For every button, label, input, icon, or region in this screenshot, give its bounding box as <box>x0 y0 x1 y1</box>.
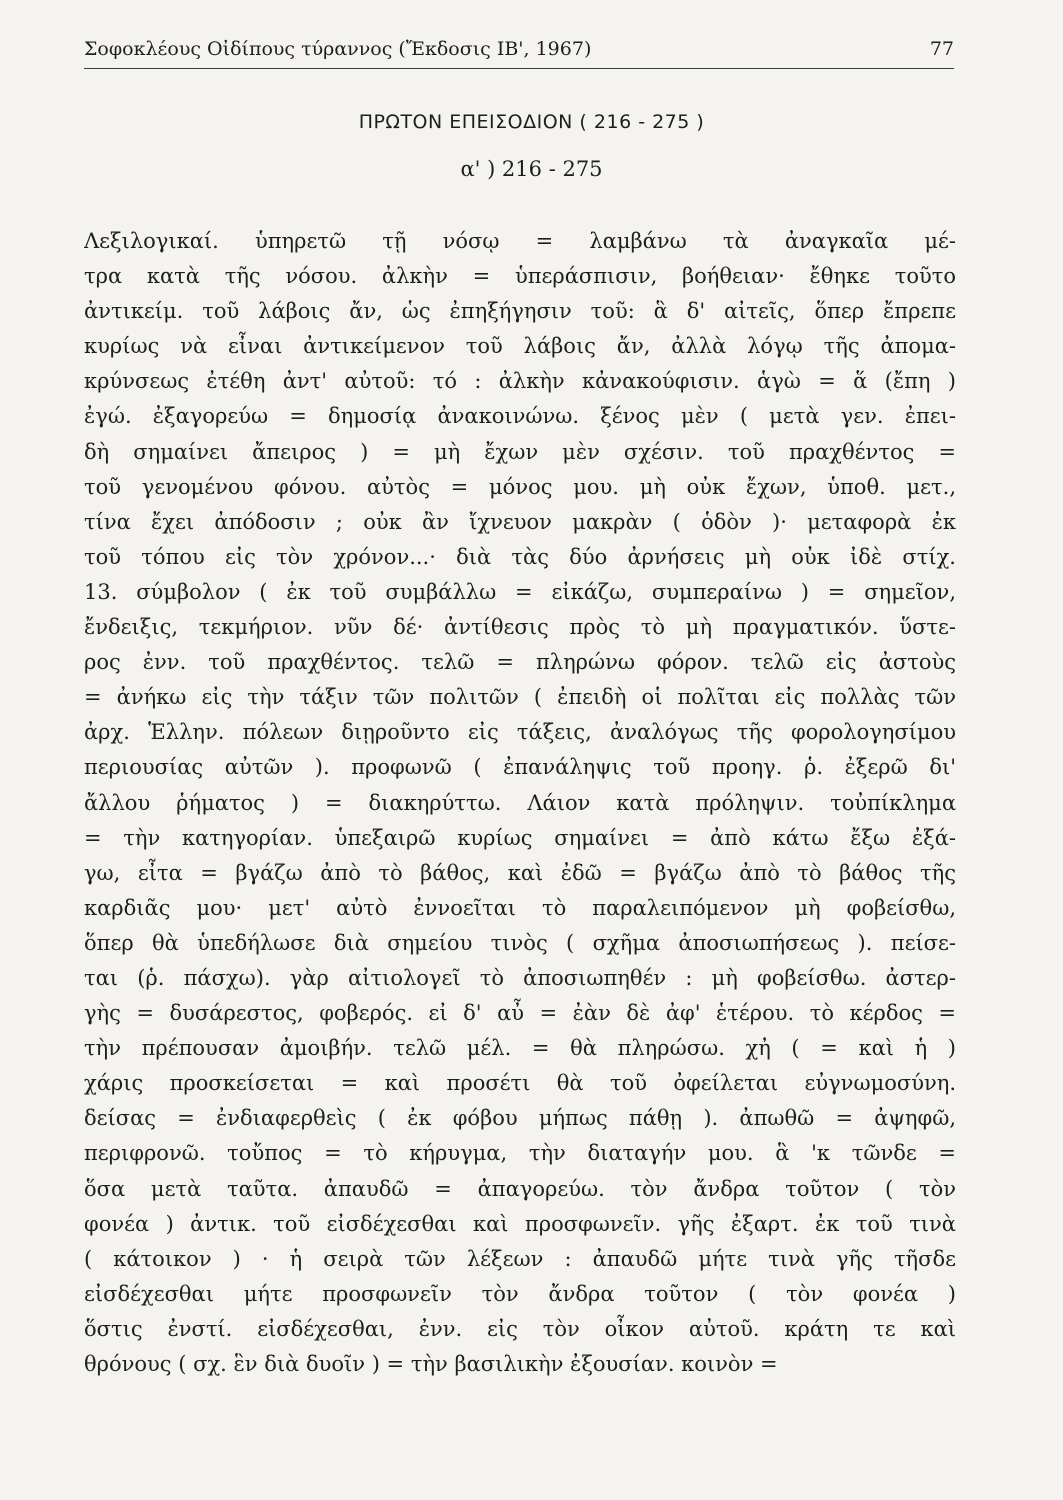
text-line: δείσας = ἐνδιαφερθεὶς ( ἐκ φόβου μήπως πάθῃ ). ἀπωθῶ = ἀψηφῶ, <box>84 1106 956 1131</box>
text-line: ἔνδειξις, τεκμήριον. νῦν δέ· ἀντίθεσις πρὸς τὸ μὴ πραγματικόν. ὕστε- <box>84 615 956 640</box>
text-line: εἰσδέχεσθαι μήτε προσφωνεῖν τὸν ἄνδρα τοῦτον ( τὸν φονέα ) <box>84 1281 956 1306</box>
text-line: ἀρχ. Ἑλλην. πόλεων διῃροῦντο εἰς τάξεις, ἀναλόγως τῆς φορολογησίμου <box>84 720 956 745</box>
text-line: χάρις προσκείσεται = καὶ προσέτι θὰ τοῦ ὀφείλεται εὐγνωμοσύνη. <box>84 1071 956 1096</box>
text-line: τοῦ γενομένου φόνου. αὐτὸς = μόνος μου. μὴ οὐκ ἔχων, ὑποθ. μετ., <box>84 474 956 499</box>
header-rule <box>84 68 954 69</box>
text-line: περιφρονῶ. τοὔπος = τὸ κήρυγμα, τὴν διαταγήν μου. ἃ 'κ τῶνδε = <box>84 1141 956 1166</box>
text-line: θρόνους ( σχ. ἓν διὰ δυοῖν ) = τὴν βασιλικὴν ἐξουσίαν. κοινὸν = <box>84 1352 778 1376</box>
page-number: 77 <box>929 38 954 60</box>
text-line: δὴ σημαίνει ἄπειρος ) = μὴ ἔχων μὲν σχέσιν. τοῦ πραχθέντος = <box>84 439 956 464</box>
running-head-title: Σοφοκλέους Οἰδίπους τύραννος (Ἔκδοσις ΙΒ', 1967) <box>84 38 592 60</box>
text-line: κρύνσεως ἐτέθη ἀντ' αὐτοῦ: τό : ἀλκὴν κἀνακούφισιν. ἁγὼ = ἅ (ἔπη ) <box>84 369 956 394</box>
text-line: περιουσίας αὐτῶν ). προφωνῶ ( ἐπανάληψις τοῦ προηγ. ῥ. ἐξερῶ δι' <box>84 755 956 780</box>
text-line: ἀντικείμ. τοῦ λάβοις ἄν, ὡς ἐπηξήγησιν τοῦ: ἃ δ' αἰτεῖς, ὅπερ ἔπρεπε <box>84 299 956 324</box>
text-line: κυρίως νὰ εἶναι ἀντικείμενον τοῦ λάβοις ἄν, ἀλλὰ λόγῳ τῆς ἀπομα- <box>84 334 956 359</box>
text-line: = ἀνήκω εἰς τὴν τάξιν τῶν πολιτῶν ( ἐπειδὴ οἱ πολῖται εἰς πολλὰς τῶν <box>84 685 956 710</box>
section-title: ΠΡΩΤΟΝ ΕΠΕΙΣΟΔΙΟΝ ( 216 - 275 ) <box>358 111 705 133</box>
subsection-title: α' ) 216 - 275 <box>460 157 603 181</box>
text-line: καρδιᾶς μου· μετ' αὐτὸ ἐννοεῖται τὸ παραλειπόμενον μὴ φοβείσθω, <box>84 895 956 920</box>
text-line: 13. σύμβολον ( ἐκ τοῦ συμβάλλω = εἰκάζω, συμπεραίνω ) = σημεῖον, <box>84 579 956 604</box>
running-head <box>84 36 954 62</box>
text-line: ὅσα μετὰ ταῦτα. ἀπαυδῶ = ἀπαγορεύω. τὸν ἄνδρα τοῦτον ( τὸν <box>84 1176 956 1201</box>
body-text <box>84 224 956 1382</box>
text-line: ἐγώ. ἐξαγορεύω = δημοσίᾳ ἀνακοινώνω. ξένος μὲν ( μετὰ γεν. ἐπει- <box>84 404 956 429</box>
text-line: ἄλλου ῥήματος ) = διακηρύττω. Λάιον κατὰ πρόληψιν. τοὐπίκλημα <box>84 790 956 815</box>
text-line: τοῦ τόπου εἰς τὸν χρόνον...· διὰ τὰς δύο ἀρνήσεις μὴ οὐκ ἰδὲ στίχ. <box>84 544 956 569</box>
text-line: τίνα ἔχει ἀπόδοσιν ; οὐκ ἂν ἴχνευον μακρὰν ( ὁδὸν )· μεταφορὰ ἐκ <box>84 509 956 534</box>
text-line: ρος ἐνν. τοῦ πραχθέντος. τελῶ = πληρώνω φόρον. τελῶ εἰς ἀστοὺς <box>84 650 956 675</box>
text-line: γω, εἶτα = βγάζω ἀπὸ τὸ βάθος, καὶ ἐδῶ = βγάζω ἀπὸ τὸ βάθος τῆς <box>84 860 956 885</box>
text-line: φονέα ) ἀντικ. τοῦ εἰσδέχεσθαι καὶ προσφωνεῖν. γῆς ἐξαρτ. ἐκ τοῦ τινὰ <box>84 1211 956 1236</box>
text-line: ται (ῥ. πάσχω). γὰρ αἰτιολογεῖ τὸ ἀποσιωπηθέν : μὴ φοβείσθω. ἀστερ- <box>84 965 956 990</box>
text-line: γὴς = δυσάρεστος, φοβερός. εἰ δ' αὖ = ἐὰν δὲ ἀφ' ἑτέρου. τὸ κέρδος = <box>84 1001 956 1026</box>
text-line: ( κάτοικον ) · ἡ σειρὰ τῶν λέξεων : ἀπαυδῶ μήτε τινὰ γῆς τῆσδε <box>84 1246 956 1271</box>
text-line: τὴν πρέπουσαν ἀμοιβήν. τελῶ μέλ. = θὰ πληρώσω. χἠ ( = καὶ ἡ ) <box>84 1036 956 1061</box>
text-line: ὅστις ἐνστί. εἰσδέχεσθαι, ἐνν. εἰς τὸν οἶκον αὐτοῦ. κράτη τε καὶ <box>84 1316 956 1341</box>
text-line: τρα κατὰ τῆς νόσου. ἀλκὴν = ὑπεράσπισιν, βοήθειαν· ἔθηκε τοῦτο <box>84 264 956 289</box>
text-line: = τὴν κατηγορίαν. ὑπεξαιρῶ κυρίως σημαίνει = ἀπὸ κάτω ἔξω ἐξά- <box>84 825 956 850</box>
text-line: ὅπερ θὰ ὑπεδήλωσε διὰ σημείου τινὸς ( σχῆμα ἀποσιωπήσεως ). πείσε- <box>84 930 956 955</box>
text-line: Λεξιλογικαί. ὑπηρετῶ τῇ νόσῳ = λαμβάνω τὰ ἀναγκαῖα μέ- <box>84 229 956 253</box>
